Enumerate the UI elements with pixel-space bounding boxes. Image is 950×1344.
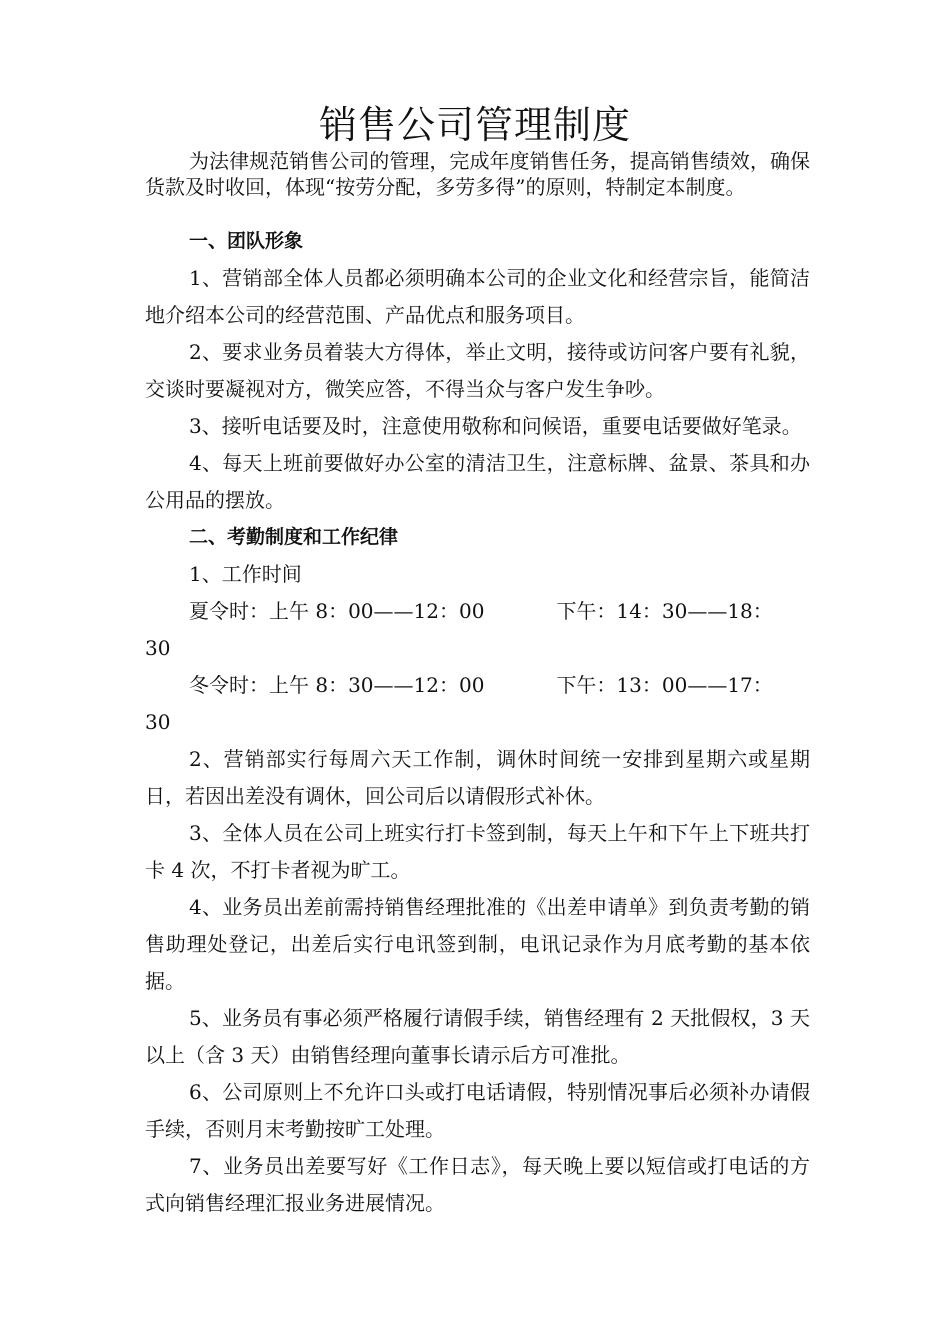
attendance-item-2: 2、营销部实行每周六天工作制，调休时间统一安排到星期六或星期日，若因出差没有调休，回公司后以请假形式补休。 — [145, 747, 810, 808]
winter-time-row — [145, 667, 810, 704]
summer-time-row — [145, 593, 810, 630]
work-time-label: 1、工作时间 — [189, 562, 302, 586]
attendance-item-5: 5、业务员有事必须严格履行请假手续，销售经理有 2 天批假权，3 天以上（含 3 天）由销售经理向董事长请示后方可准批。 — [145, 1006, 810, 1067]
attendance-item-7: 7、业务员出差要写好《工作日志》，每天晚上要以短信或打电话的方式向销售经理汇报业务进展情况。 — [145, 1154, 810, 1215]
team-image-item-1: 1、营销部全体人员都必须明确本公司的企业文化和经营宗旨，能简洁地介绍本公司的经营范围、产品优点和服务项目。 — [145, 266, 810, 327]
team-image-item-4: 4、每天上班前要做好办公室的清洁卫生，注意标牌、盆景、茶具和办公用品的摆放。 — [145, 451, 810, 512]
summer-time-tail: 30 — [145, 636, 171, 660]
intro-paragraph: 为法律规范销售公司的管理，完成年度销售任务，提高销售绩效，确保货款及时收回，体现“按劳分配，多劳多得”的原则，特制定本制度。 — [145, 149, 810, 199]
summer-morning: 夏令时：上午 8：00——12：00 — [189, 599, 485, 623]
winter-morning: 冬令时：上午 8：30——12：00 — [189, 673, 485, 697]
document-body — [145, 223, 810, 1222]
document-title: 销售公司管理制度 — [318, 103, 631, 147]
section-heading-team-image: 一、团队形象 — [189, 230, 304, 252]
attendance-item-4: 4、业务员出差前需持销售经理批准的《出差申请单》到负责考勤的销售助理处登记，出差后实行电讯签到制，电讯记录作为月底考勤的基本依据。 — [145, 895, 810, 993]
team-image-item-3: 3、接听电话要及时，注意使用敬称和问候语，重要电话要做好笔录。 — [189, 414, 802, 438]
winter-afternoon: 下午：13：00——17： — [556, 673, 773, 697]
attendance-item-3: 3、全体人员在公司上班实行打卡签到制，每天上午和下午上下班共打卡 4 次，不打卡者视为旷工。 — [145, 821, 810, 882]
section-heading-attendance: 二、考勤制度和工作纪律 — [189, 526, 399, 548]
summer-afternoon: 下午：14：30——18： — [556, 599, 773, 623]
attendance-item-6: 6、公司原则上不允许口头或打电话请假，特别情况事后必须补办请假手续，否则月末考勤按旷工处理。 — [145, 1080, 810, 1141]
team-image-item-2: 2、要求业务员着装大方得体，举止文明，接待或访问客户要有礼貌，交谈时要凝视对方，微笑应答，不得当众与客户发生争吵。 — [145, 340, 810, 401]
winter-time-tail: 30 — [145, 710, 171, 734]
